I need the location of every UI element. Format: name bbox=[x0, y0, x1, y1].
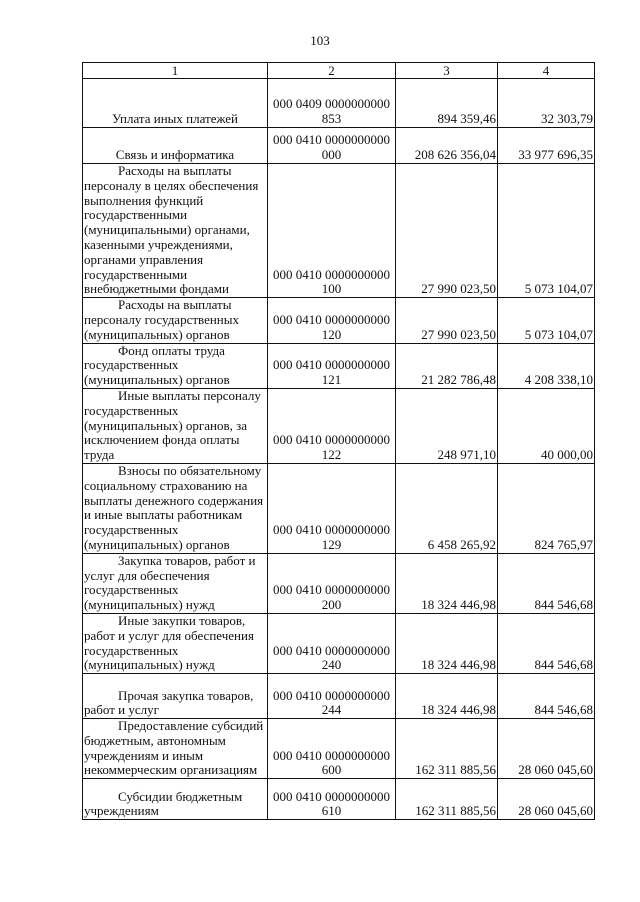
row-name: Связь и информатика bbox=[83, 128, 268, 164]
row-code: 000 0410 0000000000 100 bbox=[268, 164, 396, 298]
row-code: 000 0410 0000000000 129 bbox=[268, 463, 396, 553]
row-value-col4: 4 208 338,10 bbox=[498, 343, 595, 388]
row-value-col3: 18 324 446,98 bbox=[396, 553, 498, 613]
row-name: Взносы по обязательному социальному страхованию на выплаты денежного содержания и иные выплаты работникам государственных (муниципальных) органов bbox=[83, 463, 268, 553]
row-value-col4: 28 060 045,60 bbox=[498, 779, 595, 820]
row-value-col3: 27 990 023,50 bbox=[396, 164, 498, 298]
row-name: Предоставление субсидий бюджетным, автономным учреждениям и иным некоммерческим организациям bbox=[83, 719, 268, 779]
table-row bbox=[83, 79, 595, 128]
row-value-col4: 5 073 104,07 bbox=[498, 164, 595, 298]
table-row bbox=[83, 388, 595, 463]
column-header-4: 4 bbox=[498, 63, 595, 79]
table-header-row bbox=[83, 63, 595, 79]
row-name: Расходы на выплаты персоналу в целях обеспечения выполнения функций государственными (муниципальными) органами, казенными учреждениями, органами управления государственными внебюджетными фондами bbox=[83, 164, 268, 298]
table-row bbox=[83, 128, 595, 164]
table-row bbox=[83, 779, 595, 820]
row-code: 000 0410 0000000000 122 bbox=[268, 388, 396, 463]
row-code: 000 0410 0000000000 244 bbox=[268, 674, 396, 719]
column-header-1: 1 bbox=[83, 63, 268, 79]
row-value-col3: 6 458 265,92 bbox=[396, 463, 498, 553]
row-code: 000 0410 0000000000 600 bbox=[268, 719, 396, 779]
row-value-col4: 844 546,68 bbox=[498, 553, 595, 613]
row-value-col4: 28 060 045,60 bbox=[498, 719, 595, 779]
row-name: Фонд оплаты труда государственных (муниципальных) органов bbox=[83, 343, 268, 388]
row-value-col3: 208 626 356,04 bbox=[396, 128, 498, 164]
table-row bbox=[83, 553, 595, 613]
column-header-3: 3 bbox=[396, 63, 498, 79]
row-name: Прочая закупка товаров, работ и услуг bbox=[83, 674, 268, 719]
row-code: 000 0410 0000000000 000 bbox=[268, 128, 396, 164]
row-value-col4: 33 977 696,35 bbox=[498, 128, 595, 164]
row-name: Иные закупки товаров, работ и услуг для обеспечения государственных (муниципальных) нужд bbox=[83, 613, 268, 673]
row-value-col4: 844 546,68 bbox=[498, 674, 595, 719]
row-code: 000 0410 0000000000 240 bbox=[268, 613, 396, 673]
row-value-col4: 32 303,79 bbox=[498, 79, 595, 128]
row-value-col3: 18 324 446,98 bbox=[396, 674, 498, 719]
row-value-col3: 18 324 446,98 bbox=[396, 613, 498, 673]
row-code: 000 0410 0000000000 200 bbox=[268, 553, 396, 613]
table-row bbox=[83, 674, 595, 719]
page-number: 103 bbox=[310, 33, 330, 48]
row-value-col3: 27 990 023,50 bbox=[396, 298, 498, 343]
row-value-col3: 248 971,10 bbox=[396, 388, 498, 463]
table-row bbox=[83, 164, 595, 298]
row-name: Уплата иных платежей bbox=[83, 79, 268, 128]
row-code: 000 0410 0000000000 120 bbox=[268, 298, 396, 343]
table-row bbox=[83, 343, 595, 388]
budget-table bbox=[82, 62, 595, 820]
table-row bbox=[83, 613, 595, 673]
row-value-col4: 824 765,97 bbox=[498, 463, 595, 553]
row-code: 000 0409 0000000000 853 bbox=[268, 79, 396, 128]
row-value-col3: 162 311 885,56 bbox=[396, 719, 498, 779]
row-value-col4: 844 546,68 bbox=[498, 613, 595, 673]
row-name: Закупка товаров, работ и услуг для обеспечения государственных (муниципальных) нужд bbox=[83, 553, 268, 613]
row-name: Расходы на выплаты персоналу государственных (муниципальных) органов bbox=[83, 298, 268, 343]
column-header-2: 2 bbox=[268, 63, 396, 79]
table-row bbox=[83, 298, 595, 343]
row-code: 000 0410 0000000000 121 bbox=[268, 343, 396, 388]
row-value-col4: 5 073 104,07 bbox=[498, 298, 595, 343]
row-value-col4: 40 000,00 bbox=[498, 388, 595, 463]
row-code: 000 0410 0000000000 610 bbox=[268, 779, 396, 820]
row-value-col3: 21 282 786,48 bbox=[396, 343, 498, 388]
row-value-col3: 162 311 885,56 bbox=[396, 779, 498, 820]
table-row bbox=[83, 463, 595, 553]
table-row bbox=[83, 719, 595, 779]
row-name: Иные выплаты персоналу государственных (муниципальных) органов, за исключением фонда оплаты труда bbox=[83, 388, 268, 463]
row-value-col3: 894 359,46 bbox=[396, 79, 498, 128]
row-name: Субсидии бюджетным учреждениям bbox=[83, 779, 268, 820]
